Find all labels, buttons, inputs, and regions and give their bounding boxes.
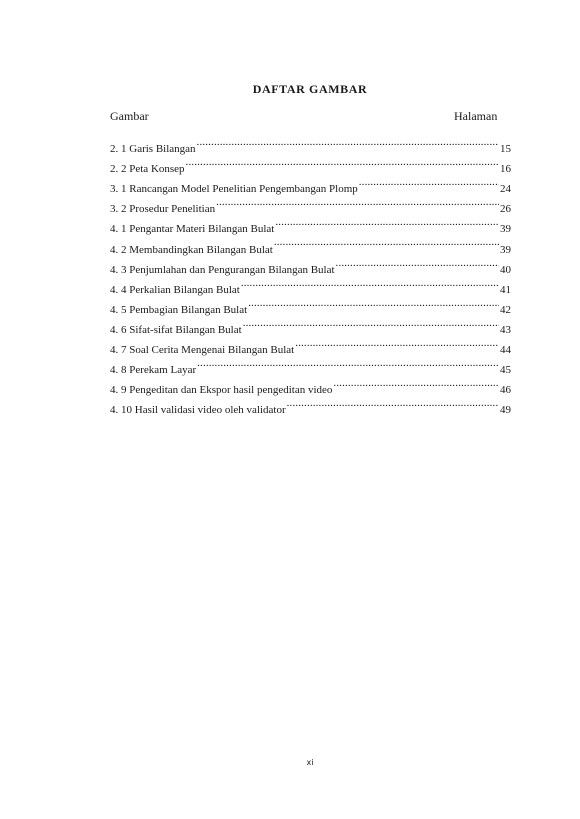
dot-leader: [248, 293, 499, 313]
dot-leader: [295, 333, 499, 353]
figure-label: 4. 2 Membandingkan Bilangan Bulat: [110, 243, 273, 256]
figure-label: 3. 2 Prosedur Penelitian: [110, 203, 216, 216]
dot-leader: [197, 353, 499, 373]
figure-page-number: 24: [500, 183, 511, 196]
dot-leader: [287, 393, 499, 413]
figure-page-number: 45: [500, 364, 511, 377]
figure-label: 4. 3 Penjumlahan dan Pengurangan Bilangan Bulat: [110, 263, 335, 276]
figure-label: 4. 6 Sifat-sifat Bilangan Bulat: [110, 323, 242, 336]
figure-page-number: 16: [500, 163, 511, 176]
figure-label: 4. 9 Pengeditan dan Ekspor hasil pengeditan video: [110, 384, 333, 397]
dot-leader: [243, 313, 499, 333]
figure-page-number: 26: [500, 203, 511, 216]
figure-label: 2. 2 Peta Konsep: [110, 163, 185, 176]
dot-leader: [333, 373, 499, 393]
figure-page-number: 49: [500, 404, 511, 417]
dot-leader: [186, 152, 499, 172]
figure-label: 4. 4 Perkalian Bilangan Bulat: [110, 283, 240, 296]
page-title: DAFTAR GAMBAR: [252, 82, 368, 96]
figure-label: 4. 8 Perekam Layar: [110, 364, 197, 377]
figure-page-number: 44: [500, 344, 511, 357]
dot-leader: [216, 192, 499, 212]
figure-label: 4. 5 Pembagian Bilangan Bulat: [110, 303, 248, 316]
figure-page-number: 43: [500, 323, 511, 336]
figure-label: 4. 7 Soal Cerita Mengenai Bilangan Bulat: [110, 344, 295, 357]
figure-list-item: [110, 132, 511, 156]
column-header-figure: Gambar: [110, 109, 149, 123]
figure-label: 3. 1 Rancangan Model Penelitian Pengembangan Plomp: [110, 183, 358, 196]
figure-label: 4. 1 Pengantar Materi Bilangan Bulat: [110, 223, 275, 236]
figure-page-number: 46: [500, 384, 511, 397]
figure-list: [110, 132, 511, 417]
figure-page-number: 42: [500, 303, 511, 316]
dot-leader: [197, 132, 499, 152]
dot-leader: [274, 232, 499, 252]
figure-label: 4. 10 Hasil validasi video oleh validator: [110, 404, 286, 417]
column-header-page: Halaman: [454, 109, 498, 123]
figure-page-number: 41: [500, 283, 511, 296]
figure-page-number: 15: [500, 143, 511, 156]
footer-page-number: xi: [306, 758, 314, 767]
figure-page-number: 39: [500, 243, 511, 256]
dot-leader: [275, 212, 499, 232]
figure-label: 2. 1 Garis Bilangan: [110, 143, 196, 156]
dot-leader: [241, 273, 499, 293]
dot-leader: [336, 253, 499, 273]
dot-leader: [359, 172, 499, 192]
figure-page-number: 40: [500, 263, 511, 276]
figure-page-number: 39: [500, 223, 511, 236]
